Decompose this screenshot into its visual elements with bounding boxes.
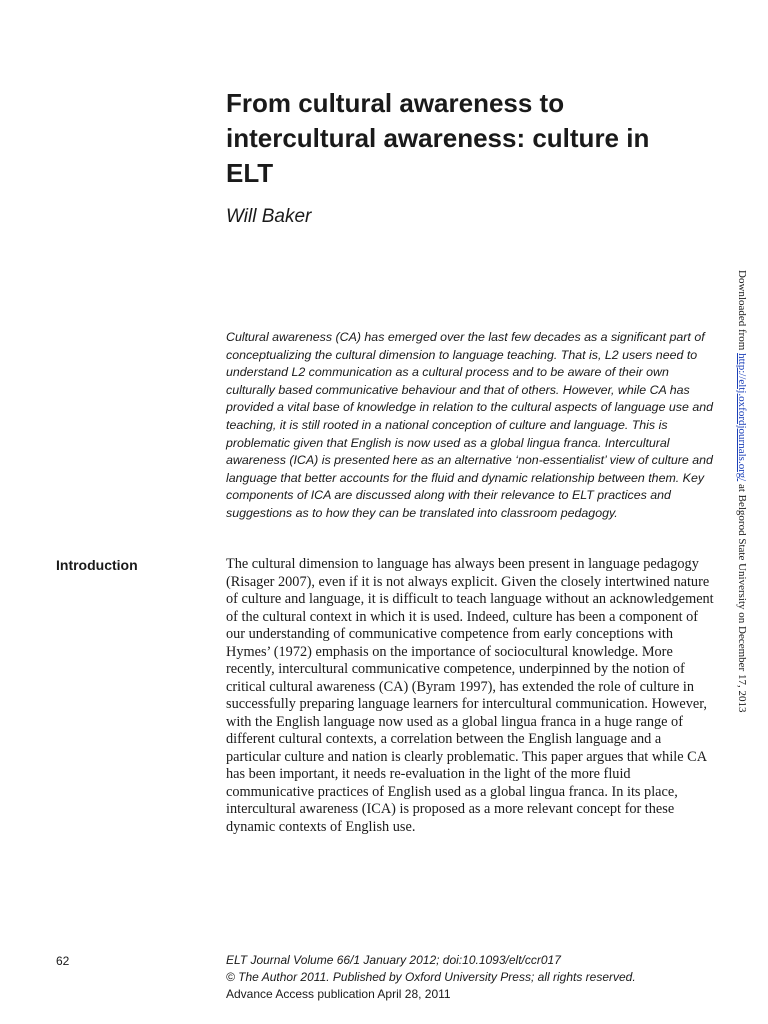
journal-link[interactable]: http://eltj.oxfordjournals.org/ [736, 353, 748, 482]
abstract: Cultural awareness (CA) has emerged over the last few decades as a significant part of conceptualizing the cultural dimension to language teaching. That is, L2 users need to understand L2 communication as a cultural process and to be aware of their own culturally based communicative behaviour and that of others. However, while CA has provided a vital base of knowledge in relation to the cultural aspects of language use and teaching, it is still rooted in a national conception of culture and language. This is problematic given that English is now used as a global lingua franca. Intercultural awareness (ICA) is presented here as an alternative ‘non-essentialist’ view of culture and language that better accounts for the fluid and dynamic relationship between them. Key components of ICA are discussed along with their relevance to ELT practices and suggestions as to how they can be translated into classroom pedagogy. [226, 330, 713, 520]
footer-citation [226, 952, 706, 1003]
copyright-notice: © The Author 2011. Published by Oxford University Press; all rights reserved. [226, 970, 636, 984]
page-number: 62 [56, 954, 70, 968]
author-name: Will Baker [226, 206, 312, 227]
journal-citation: ELT Journal Volume 66/1 January 2012; doi:10.1093/elt/ccr017 [226, 953, 561, 967]
download-notice-prefix: Downloaded from [736, 270, 748, 354]
introduction-paragraph: The cultural dimension to language has always been present in language pedagogy (Risager 2007), even if it is not always explicit. Given the closely intertwined nature of culture and language, it is difficult to teach language without an acknowledgement of the cultural context in which it is used. Indeed, culture has been a component of our understanding of communicative competence from early conceptions with Hymes’ (1972) emphasis on the importance of sociocultural knowledge. More recently, intercultural communicative competence, underpinned by the notion of critical cultural awareness (CA) (Byram 1997), has extended the role of culture in successfully preparing language learners for intercultural communication. However, with the English language now used as a global lingua franca in a huge range of different cultural contexts, a correlation between the English language and a particular culture and nation is clearly problematic. This paper argues that while CA has been important, it needs re-evaluation in the light of the more fluid communicative practices of English used as a global lingua franca. In its place, intercultural awareness (ICA) is proposed as a more relevant concept for these dynamic contexts of English use. [226, 556, 714, 835]
download-notice [736, 270, 748, 712]
advance-access-note: Advance Access publication April 28, 2011 [226, 987, 451, 1001]
section-heading-introduction: Introduction [56, 557, 138, 573]
article-title: From cultural awareness to intercultural awareness: culture in ELT [226, 88, 650, 188]
download-notice-suffix: at Belgorod State University on December 17, 2013 [736, 481, 748, 713]
